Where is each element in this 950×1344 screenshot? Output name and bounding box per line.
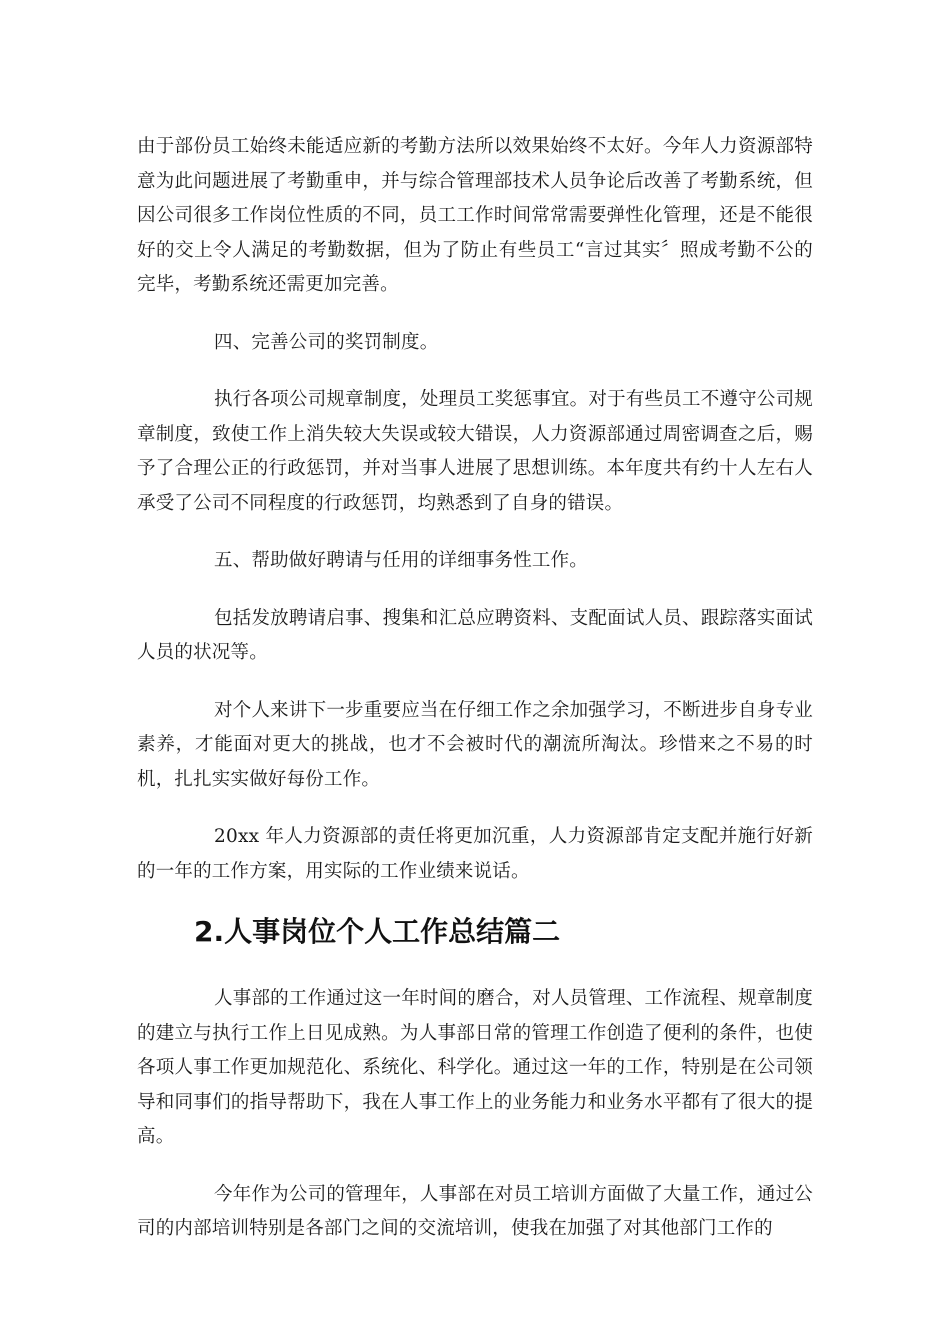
paragraph-heading-four: 四、完善公司的奖罚制度。	[214, 331, 439, 353]
paragraph-training: 今年作为公司的管理年，人事部在对员工培训方面做了大量工作，通过公司的内部培训特别是各部门之间的交流培训，使我在加强了对其他部门工作的	[137, 1183, 813, 1239]
paragraph-heading-five: 五、帮助做好聘请与任用的详细事务性工作。	[214, 550, 589, 571]
paragraph-next-year: 20xx 年人力资源部的责任将更加沉重，人力资源部肯定支配并施行好新的一年的工作方案，用实际的工作业绩来说话。	[137, 826, 813, 882]
paragraph-hr-summary: 人事部的工作通过这一年时间的磨合，对人员管理、工作流程、规章制度的建立与执行工作上日见成熟。为人事部日常的管理工作创造了便利的条件，也使各项人事工作更加规范化、系统化、科学化。通过这一年的工作，特别是在公司领导和同事们的指导帮助下，我在人事工作上的业务能力和业务水平都有了很大的提高。	[137, 988, 813, 1147]
paragraph-personal-plan: 对个人来讲下一步重要应当在仔细工作之余加强学习，不断进步自身专业素养，才能面对更大的挑战，也才不会被时代的潮流所淘汰。珍惜来之不易的时机，扎扎实实做好每份工作。	[137, 699, 813, 790]
section-heading: 2.人事岗位个人工作总结篇二	[194, 915, 561, 948]
paragraph-recruitment: 包括发放聘请启事、搜集和汇总应聘资料、支配面试人员、跟踪落实面试人员的状况等。	[137, 607, 813, 663]
paragraph-attendance: 由于部份员工始终未能适应新的考勤方法所以效果始终不太好。今年人力资源部特意为此问题进展了考勤重申，并与综合管理部技术人员争论后改善了考勤系统，但因公司很多工作岗位性质的不同，员工工作时间常常需要弹性化管理，还是不能很好的交上令人满足的考勤数据，但为了防止有些员工“言过其实〞照成考勤不公的完毕，考勤系统还需更加完善。	[137, 136, 813, 295]
document-page	[137, 130, 813, 1270]
paragraph-rules-enforcement: 执行各项公司规章制度，处理员工奖惩事宜。对于有些员工不遵守公司规章制度，致使工作上消失较大失误或较大错误，人力资源部通过周密调查之后，赐予了合理公正的行政惩罚，并对当事人进展了思想训练。本年度共有约十人左右人承受了公司不同程度的行政惩罚，均熟悉到了自身的错误。	[137, 389, 813, 514]
